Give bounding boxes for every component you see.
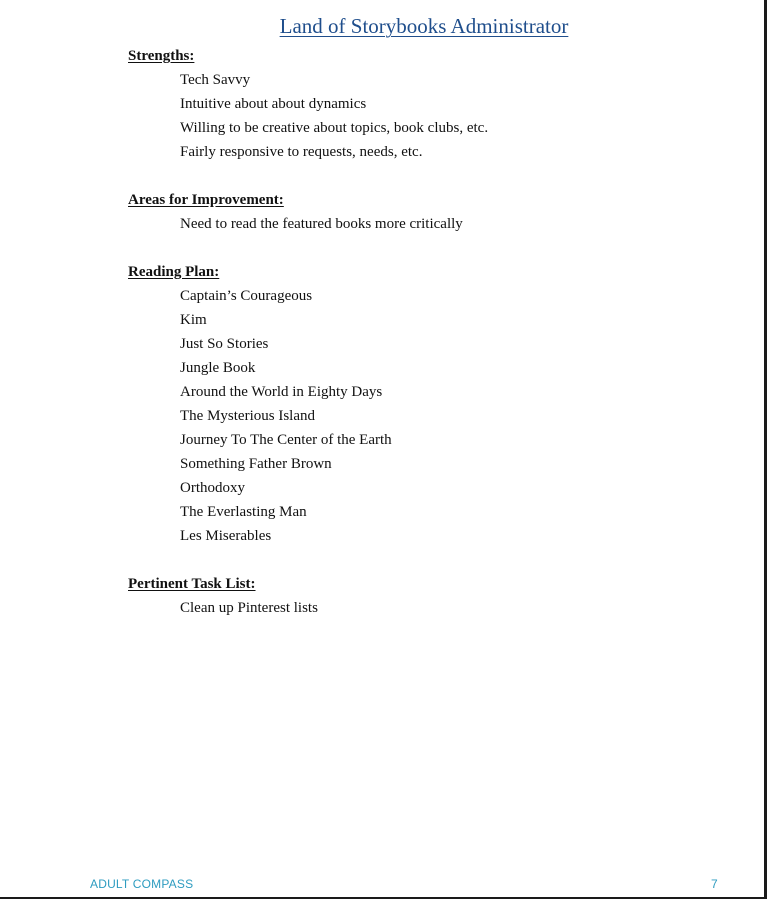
- document-title: Land of Storybooks Administrator: [279, 14, 569, 38]
- list-item: Need to read the featured books more critically: [180, 216, 463, 232]
- section-tasks: [128, 572, 728, 620]
- list-item: Tech Savvy: [180, 72, 251, 88]
- list-item: Around the World in Eighty Days: [180, 384, 383, 400]
- list-item: Orthodoxy: [180, 480, 245, 496]
- footer-label: ADULT COMPASS: [90, 877, 194, 891]
- page-number: 7: [711, 877, 718, 891]
- section-heading-reading-plan: Reading Plan:: [128, 264, 220, 280]
- section-strengths: [128, 44, 728, 164]
- list-item: Just So Stories: [180, 336, 269, 352]
- list-item: The Everlasting Man: [180, 504, 307, 520]
- list-item: The Mysterious Island: [180, 408, 315, 424]
- section-heading-tasks: Pertinent Task List:: [128, 576, 256, 592]
- section-heading-strengths: Strengths:: [128, 48, 195, 64]
- list-item: Jungle Book: [180, 360, 256, 376]
- section-reading-plan: [128, 260, 728, 548]
- task-list: [128, 596, 728, 620]
- section-improvement: [128, 188, 728, 236]
- list-item: Captain’s Courageous: [180, 288, 313, 304]
- strengths-list: [128, 68, 728, 164]
- list-item: Les Miserables: [180, 528, 272, 544]
- document-body: [128, 44, 728, 620]
- list-item: Kim: [180, 312, 207, 328]
- improvement-list: [128, 212, 728, 236]
- list-item: Clean up Pinterest lists: [180, 600, 318, 616]
- section-heading-improvement: Areas for Improvement:: [128, 192, 284, 208]
- reading-plan-list: [128, 284, 728, 548]
- list-item: Something Father Brown: [180, 456, 332, 472]
- list-item: Intuitive about about dynamics: [180, 96, 367, 112]
- list-item: Fairly responsive to requests, needs, etc.: [180, 144, 423, 160]
- list-item: Journey To The Center of the Earth: [180, 432, 392, 448]
- list-item: Willing to be creative about topics, book clubs, etc.: [180, 120, 489, 136]
